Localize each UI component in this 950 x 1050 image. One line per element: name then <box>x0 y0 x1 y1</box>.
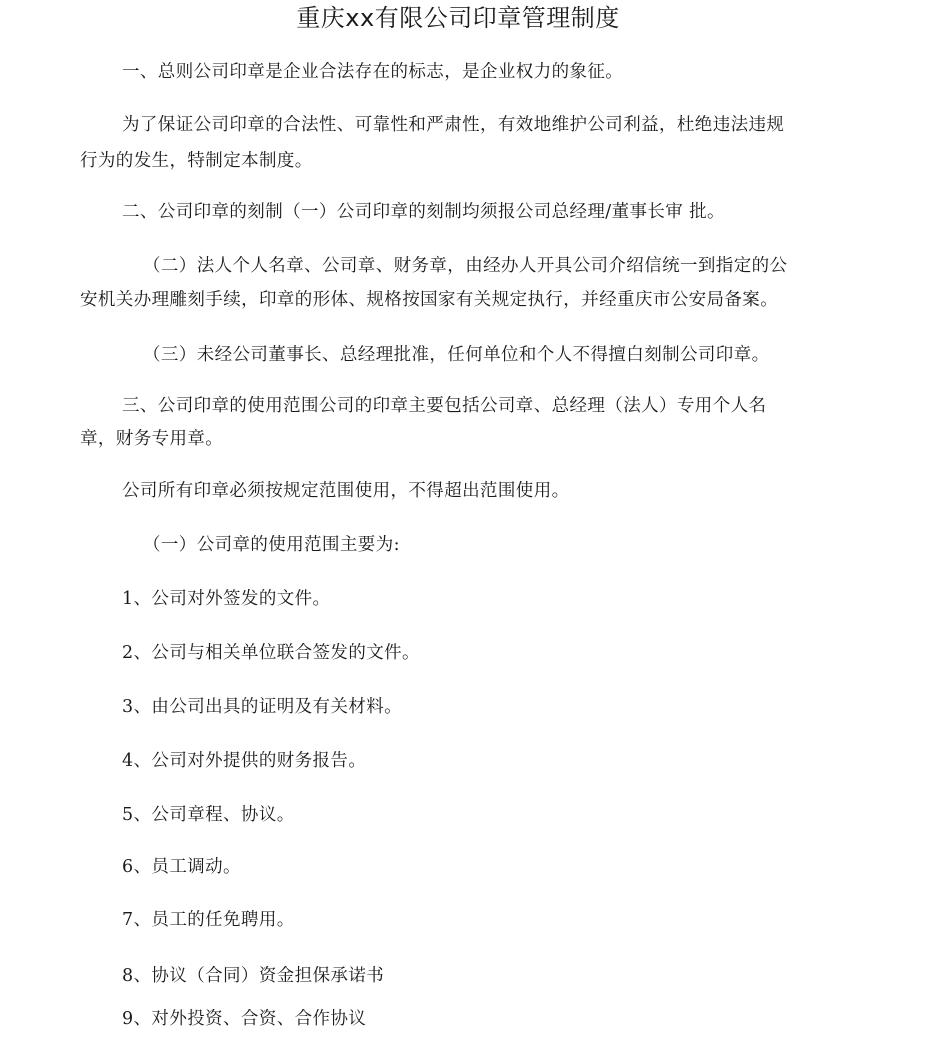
list-item: 8、协议（合同）资金担保承诺书 <box>122 966 385 986</box>
list-item: 4、公司对外提供的财务报告。 <box>122 751 367 771</box>
paragraph-section-three-cont: 章，财务专用章。 <box>80 429 224 449</box>
paragraph-purpose-cont: 行为的发生，特制定本制度。 <box>80 151 313 171</box>
list-item: 6、员工调动。 <box>122 857 241 877</box>
paragraph-item-two: （二）法人个人名章、公司章、财务章，由经办人开具公司介绍信统一到指定的公 <box>143 256 788 276</box>
list-item: 2、公司与相关单位联合签发的文件。 <box>122 643 420 663</box>
list-item: 9、对外投资、合资、合作协议 <box>122 1009 367 1029</box>
list-item: 5、公司章程、协议。 <box>122 805 295 825</box>
list-item: 3、由公司出具的证明及有关材料。 <box>122 697 403 717</box>
paragraph-section-three: 三、公司印章的使用范围公司的印章主要包括公司章、总经理（法人）专用个人名 <box>122 396 767 416</box>
document-title: 重庆xx有限公司印章管理制度 <box>296 4 620 32</box>
list-item: 1、公司对外签发的文件。 <box>122 589 331 609</box>
paragraph-usage-rule: 公司所有印章必须按规定范围使用，不得超出范围使用。 <box>122 481 570 501</box>
paragraph-section-two: 二、公司印章的刻制（一）公司印章的刻制均须报公司总经理/董事长审 批。 <box>122 202 725 222</box>
paragraph-usage-scope: （一）公司章的使用范围主要为: <box>143 535 400 555</box>
paragraph-general: 一、总则公司印章是企业合法存在的标志，是企业权力的象征。 <box>122 62 624 82</box>
list-item: 7、员工的任免聘用。 <box>122 910 295 930</box>
paragraph-purpose: 为了保证公司印章的合法性、可靠性和严肃性，有效地维护公司利益，杜绝违法违规 <box>122 115 785 135</box>
paragraph-item-two-cont: 安机关办理雕刻手续，印章的形体、规格按国家有关规定执行，并经重庆市公安局备案。 <box>80 290 779 310</box>
paragraph-item-three: （三）未经公司董事长、总经理批准，任何单位和个人不得擅白刻制公司印章。 <box>143 345 770 365</box>
